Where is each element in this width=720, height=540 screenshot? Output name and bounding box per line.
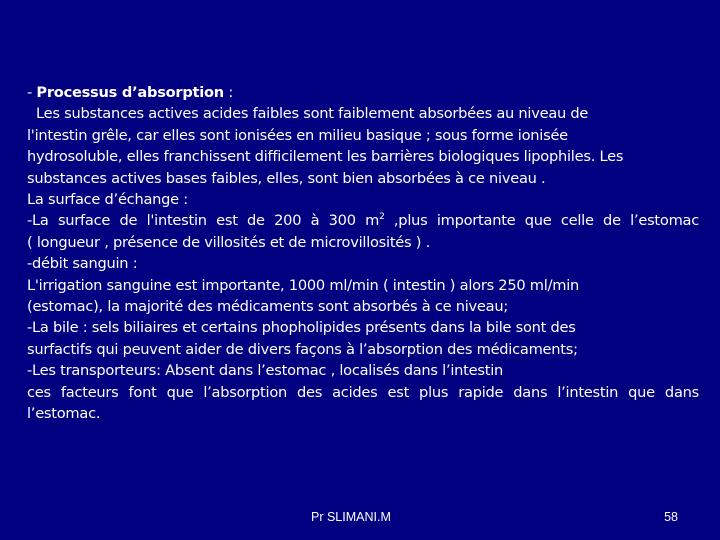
body-line-2: l'intestin grêle, car elles sont ionisées en milieu basique ; sous forme ionisée xyxy=(27,126,568,144)
body-line-6-start: -La surface de l'intestin est de 200 à 300 m xyxy=(27,212,380,230)
slide-body xyxy=(27,82,699,425)
heading-dash: - xyxy=(27,84,37,101)
body-line-3: hydrosoluble, elles franchissent difficilement les barrières biologiques lipophiles. Les xyxy=(27,148,624,166)
superscript-exponent: 2 xyxy=(379,212,385,223)
body-line-7: ( longueur , présence de villosités et de microvillosités ) . xyxy=(27,233,431,251)
body-line-14: ces facteurs font que l’absorption des acides est plus rapide dans l’intestin que dans xyxy=(27,383,699,401)
body-line-12: surfactifs qui peuvent aider de divers façons à l’absorption des médicaments; xyxy=(27,340,578,358)
heading-title: Processus d’absorption xyxy=(36,84,224,101)
body-line-13: -Les transporteurs: Absent dans l’estomac , localisés dans l’intestin xyxy=(27,362,504,380)
body-line-1: Les substances actives acides faibles sont faiblement absorbées au niveau de xyxy=(36,105,589,123)
footer-author: Pr SLIMANI.M xyxy=(311,510,391,524)
page-number: 58 xyxy=(664,510,678,524)
body-line-4: substances actives bases faibles, elles, sont bien absorbées à ce niveau . xyxy=(27,169,546,187)
body-line-6 xyxy=(27,210,699,231)
body-line-10: (estomac), la majorité des médicaments sont absorbés à ce niveau; xyxy=(27,298,508,316)
body-line-11: -La bile : sels biliaires et certains phopholipides présents dans la bile sont des xyxy=(27,319,576,337)
body-line-9: L'irrigation sanguine est importante, 1000 ml/min ( intestin ) alors 250 ml/min xyxy=(27,276,580,294)
subheading-surface: La surface d’échange : xyxy=(27,191,188,209)
subheading-debit: -débit sanguin : xyxy=(27,255,138,273)
heading-colon: : xyxy=(223,84,234,101)
section-heading xyxy=(27,82,699,103)
body-line-15: l’estomac. xyxy=(27,405,101,423)
body-line-6-end: ,plus importante que celle de l’estomac xyxy=(384,212,700,230)
